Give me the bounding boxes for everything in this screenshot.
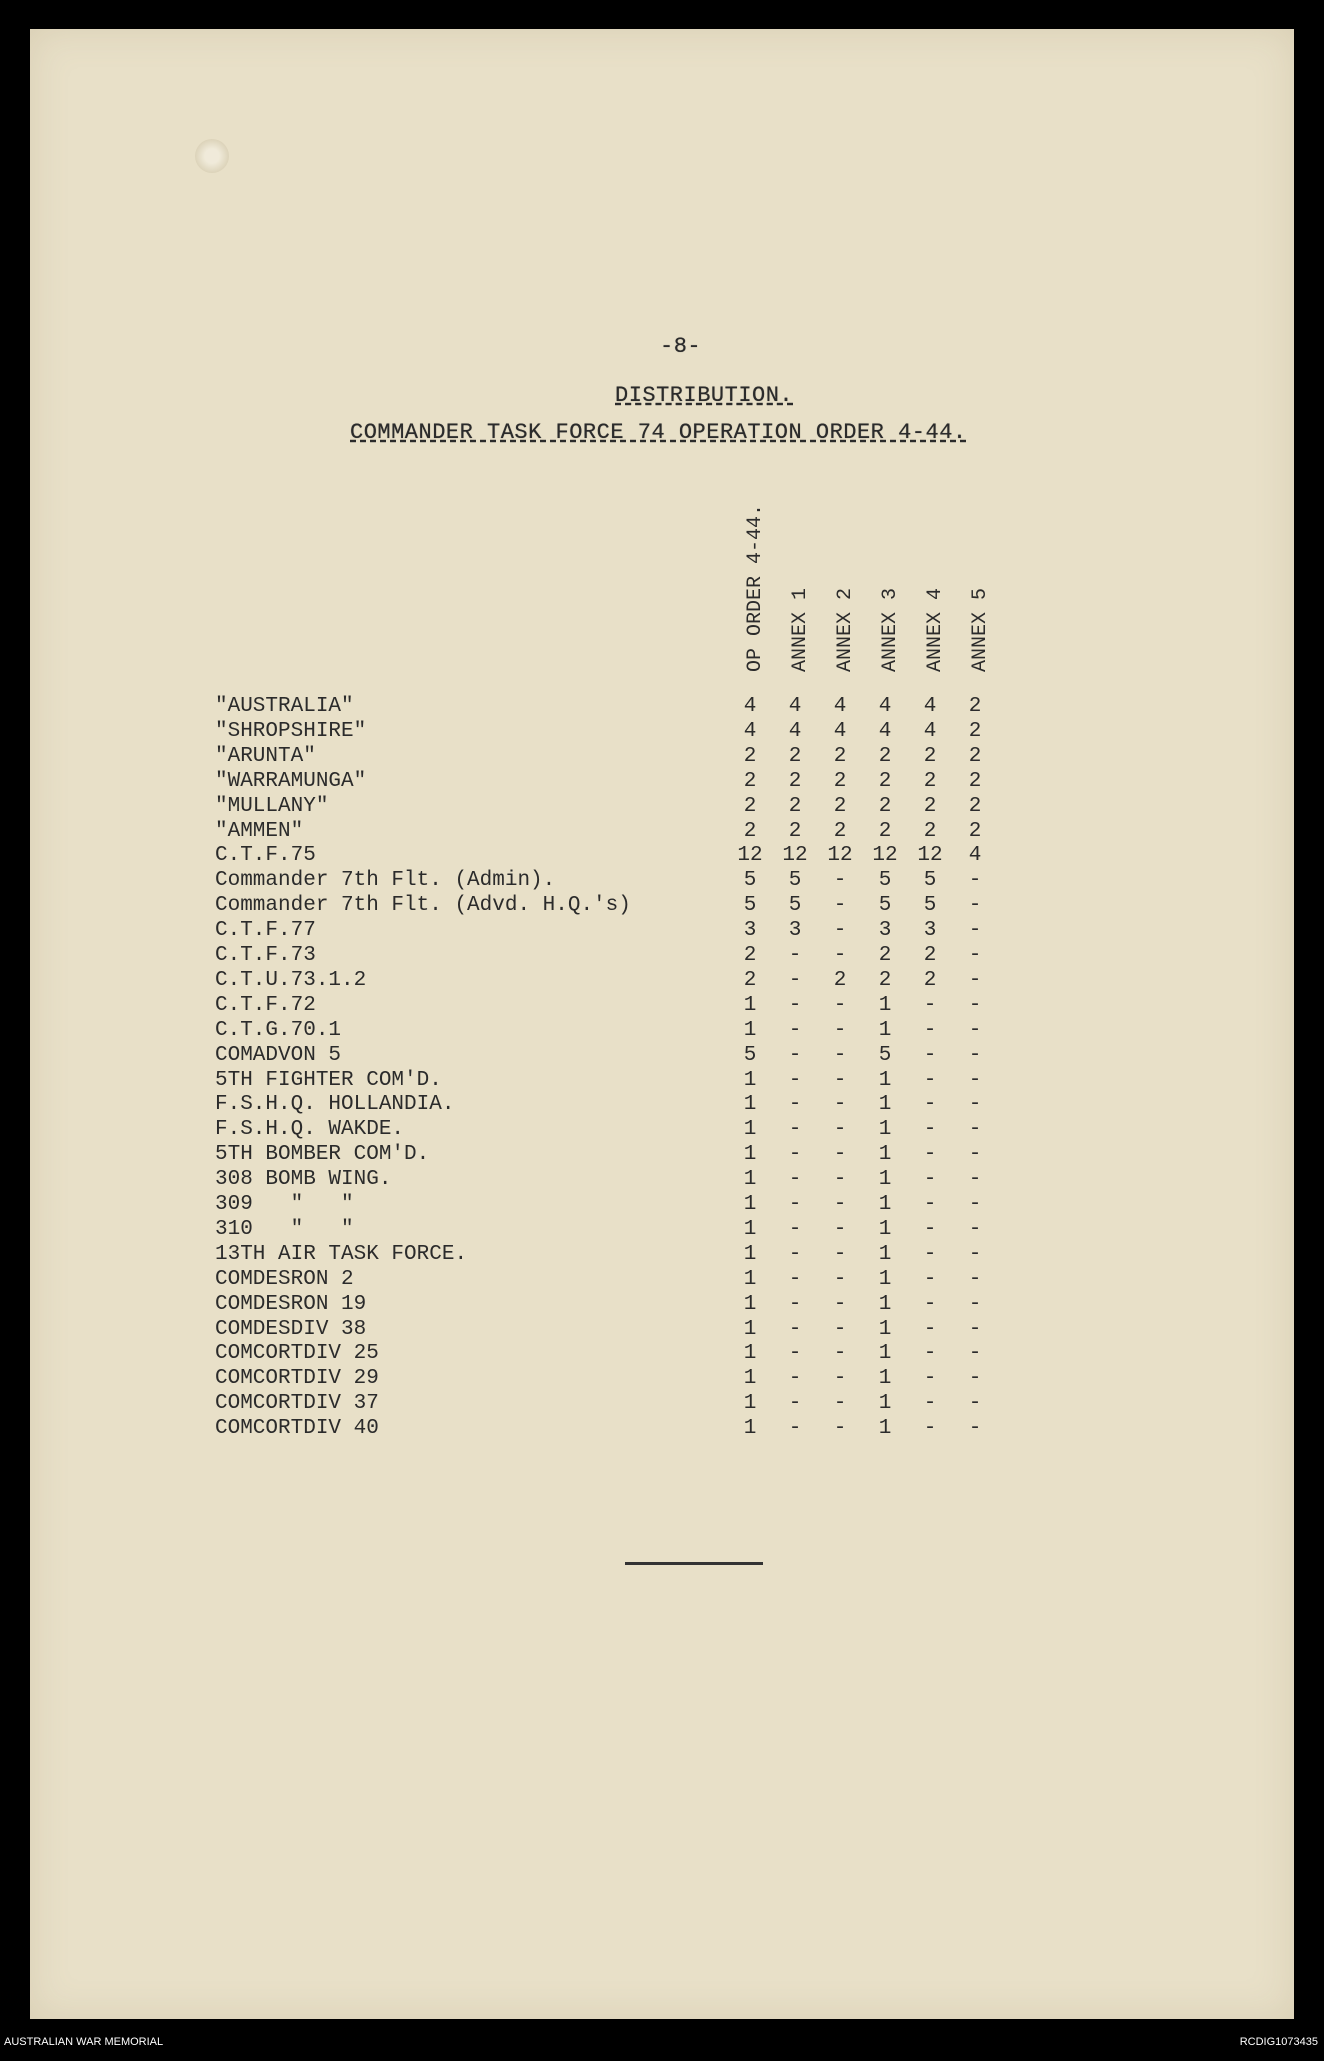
copy-count-cell: - <box>833 1093 847 1117</box>
recipient-name: 5TH BOMBER COM'D. <box>215 1143 430 1167</box>
copy-count-cell: 1 <box>743 993 757 1017</box>
copy-count-cell: - <box>923 1093 937 1117</box>
copy-count-cell: 2 <box>788 819 802 843</box>
copy-count-cell: 2 <box>743 794 757 818</box>
copy-count-cell: 4 <box>743 719 757 743</box>
copy-count-cell: - <box>968 1043 982 1067</box>
copy-count-cell: - <box>923 1217 937 1241</box>
copy-count-cell: - <box>788 1143 802 1167</box>
copy-count-cell: 1 <box>878 1292 892 1316</box>
copy-count-cell: 3 <box>743 919 757 943</box>
column-header-label: ANNEX 3 <box>879 587 902 672</box>
punch-hole <box>195 139 229 173</box>
copy-count-cell: - <box>833 1417 847 1441</box>
copy-count-cell: 2 <box>968 744 982 768</box>
copy-count-cell: - <box>833 1392 847 1416</box>
copy-count-cell: - <box>968 1143 982 1167</box>
recipient-name: C.T.F.75 <box>215 844 316 868</box>
copy-count-cell: - <box>833 1367 847 1391</box>
copy-count-cell: - <box>968 944 982 967</box>
copy-count-cell: - <box>968 894 982 918</box>
copy-count-cell: - <box>923 1317 937 1341</box>
copy-count-cell: 1 <box>878 1018 892 1042</box>
copy-count-cell: 12 <box>872 844 898 868</box>
copy-count-cell: - <box>788 968 802 992</box>
copy-count-cell: 2 <box>968 695 982 718</box>
recipient-name: "WARRAMUNGA" <box>215 769 367 793</box>
copy-count-cell: - <box>968 1242 982 1266</box>
copy-count-cell: 2 <box>878 794 892 818</box>
copy-count-cell: - <box>923 1367 937 1391</box>
recipient-name: "AUSTRALIA" <box>215 695 354 718</box>
recipient-name: C.T.F.77 <box>215 919 316 943</box>
recipient-name: 308 BOMB WING. <box>215 1168 392 1192</box>
copy-count-cell: - <box>833 1342 847 1366</box>
recipient-name: C.T.U.73.1.2 <box>215 968 367 992</box>
copy-count-cell: - <box>788 1068 802 1092</box>
recipient-name: Commander 7th Flt. (Advd. H.Q.'s) <box>215 894 631 918</box>
recipient-name: "AMMEN" <box>215 819 304 843</box>
copy-count-cell: - <box>788 1292 802 1316</box>
copy-count-cell: - <box>788 1342 802 1366</box>
copy-count-cell: 2 <box>833 968 847 992</box>
page-subtitle: COMMANDER TASK FORCE 74 OPERATION ORDER 4-44. <box>350 420 967 445</box>
recipient-name: C.T.F.73 <box>215 944 316 967</box>
end-rule <box>625 1562 763 1565</box>
copy-count-cell: - <box>788 1417 802 1441</box>
page-number: -8- <box>660 334 702 359</box>
recipient-name: C.T.G.70.1 <box>215 1018 342 1042</box>
column-header-label: ANNEX 1 <box>789 587 812 672</box>
copy-count-cell: - <box>923 1043 937 1067</box>
copy-count-cell: 1 <box>743 1143 757 1167</box>
column-header-label: ANNEX 4 <box>924 587 947 672</box>
copy-count-cell: 1 <box>878 1093 892 1117</box>
recipient-name: "SHROPSHIRE" <box>215 719 367 743</box>
copy-count-cell: - <box>833 1242 847 1266</box>
copy-count-cell: 2 <box>923 968 937 992</box>
recipient-name: F.S.H.Q. HOLLANDIA. <box>215 1093 455 1117</box>
copy-count-cell: 1 <box>878 1417 892 1441</box>
recipient-name: "MULLANY" <box>215 794 329 818</box>
copy-count-cell: 3 <box>788 919 802 943</box>
copy-count-cell: - <box>833 1193 847 1216</box>
copy-count-cell: - <box>923 1292 937 1316</box>
copy-count-cell: 2 <box>743 968 757 992</box>
copy-count-cell: - <box>923 1168 937 1192</box>
copy-count-cell: 5 <box>923 869 937 893</box>
copy-count-cell: 5 <box>878 869 892 893</box>
copy-count-cell: 1 <box>878 1317 892 1341</box>
copy-count-cell: 1 <box>743 1168 757 1192</box>
copy-count-cell: 5 <box>743 869 757 893</box>
copy-count-cell: - <box>833 944 847 967</box>
copy-count-cell: 2 <box>968 769 982 793</box>
copy-count-cell: 1 <box>743 1242 757 1266</box>
copy-count-cell: - <box>788 1317 802 1341</box>
copy-count-cell: - <box>968 968 982 992</box>
copy-count-cell: 1 <box>743 1317 757 1341</box>
recipient-name: F.S.H.Q. WAKDE. <box>215 1118 405 1142</box>
copy-count-cell: 2 <box>923 744 937 768</box>
copy-count-cell: - <box>788 1118 802 1142</box>
copy-count-cell: 5 <box>878 894 892 918</box>
copy-count-cell: 12 <box>737 844 763 868</box>
copy-count-cell: - <box>788 1018 802 1042</box>
copy-count-cell: 4 <box>833 719 847 743</box>
copy-count-cell: 2 <box>878 744 892 768</box>
copy-count-cell: 2 <box>878 944 892 967</box>
copy-count-cell: - <box>923 1143 937 1167</box>
copy-count-cell: - <box>788 1193 802 1216</box>
recipient-name: 310 " " <box>215 1217 354 1241</box>
copy-count-cell: 2 <box>968 719 982 743</box>
copy-count-cell: - <box>923 1342 937 1366</box>
column-header-label: OP ORDER 4-44. <box>744 503 767 672</box>
copy-count-cell: 4 <box>968 844 982 868</box>
copy-count-cell: 2 <box>788 794 802 818</box>
copy-count-cell: 1 <box>878 1068 892 1092</box>
copy-count-cell: 1 <box>743 1193 757 1216</box>
copy-count-cell: 4 <box>923 695 937 718</box>
recipient-name: 309 " " <box>215 1193 354 1216</box>
copy-count-cell: - <box>968 1417 982 1441</box>
copy-count-cell: - <box>833 1018 847 1042</box>
copy-count-cell: 4 <box>788 695 802 718</box>
recipient-name: COMCORTDIV 25 <box>215 1342 379 1366</box>
recipient-name: 5TH FIGHTER COM'D. <box>215 1068 442 1092</box>
copy-count-cell: 1 <box>743 1367 757 1391</box>
copy-count-cell: 2 <box>743 744 757 768</box>
copy-count-cell: - <box>833 919 847 943</box>
copy-count-cell: 2 <box>743 944 757 967</box>
recipient-name: C.T.F.72 <box>215 993 316 1017</box>
copy-count-cell: - <box>923 1193 937 1216</box>
copy-count-cell: - <box>833 1317 847 1341</box>
copy-count-cell: 5 <box>923 894 937 918</box>
copy-count-cell: - <box>833 1068 847 1092</box>
copy-count-cell: - <box>923 1068 937 1092</box>
copy-count-cell: - <box>968 1193 982 1216</box>
copy-count-cell: - <box>833 869 847 893</box>
copy-count-cell: 3 <box>923 919 937 943</box>
copy-count-cell: - <box>833 1168 847 1192</box>
copy-count-cell: - <box>968 1317 982 1341</box>
copy-count-cell: 2 <box>923 944 937 967</box>
recipient-name: "ARUNTA" <box>215 744 316 768</box>
recipient-name: COMCORTDIV 29 <box>215 1367 379 1391</box>
copy-count-cell: 1 <box>743 1217 757 1241</box>
copy-count-cell: - <box>968 1267 982 1291</box>
page-title: DISTRIBUTION. <box>615 383 794 408</box>
copy-count-cell: 5 <box>788 894 802 918</box>
copy-count-cell: - <box>968 869 982 893</box>
copy-count-cell: - <box>968 919 982 943</box>
copy-count-cell: 1 <box>878 1193 892 1216</box>
copy-count-cell: 1 <box>743 1292 757 1316</box>
copy-count-cell: - <box>968 1118 982 1142</box>
copy-count-cell: 12 <box>782 844 808 868</box>
copy-count-cell: 4 <box>878 695 892 718</box>
copy-count-cell: - <box>923 1267 937 1291</box>
copy-count-cell: - <box>968 1292 982 1316</box>
copy-count-cell: - <box>968 1342 982 1366</box>
copy-count-cell: - <box>968 1367 982 1391</box>
copy-count-cell: - <box>968 993 982 1017</box>
copy-count-cell: - <box>833 1043 847 1067</box>
copy-count-cell: 2 <box>968 819 982 843</box>
copy-count-cell: - <box>788 1242 802 1266</box>
copy-count-cell: - <box>833 1292 847 1316</box>
copy-count-cell: 1 <box>878 1367 892 1391</box>
copy-count-cell: 1 <box>743 1093 757 1117</box>
copy-count-cell: 1 <box>743 1267 757 1291</box>
copy-count-cell: - <box>833 1267 847 1291</box>
column-header-label: ANNEX 2 <box>834 587 857 672</box>
copy-count-cell: 5 <box>788 869 802 893</box>
copy-count-cell: - <box>788 944 802 967</box>
copy-count-cell: - <box>833 1143 847 1167</box>
copy-count-cell: 2 <box>923 794 937 818</box>
copy-count-cell: 2 <box>833 819 847 843</box>
copy-count-cell: - <box>788 1392 802 1416</box>
copy-count-cell: 1 <box>878 1217 892 1241</box>
copy-count-cell: - <box>788 1267 802 1291</box>
copy-count-cell: 1 <box>743 1417 757 1441</box>
recipient-name: 13TH AIR TASK FORCE. <box>215 1242 468 1266</box>
copy-count-cell: - <box>968 1018 982 1042</box>
copy-count-cell: 2 <box>833 794 847 818</box>
footer-credit: AUSTRALIAN WAR MEMORIAL <box>4 2036 164 2048</box>
copy-count-cell: 4 <box>923 719 937 743</box>
copy-count-cell: 2 <box>833 769 847 793</box>
copy-count-cell: 2 <box>743 769 757 793</box>
recipient-name: Commander 7th Flt. (Admin). <box>215 869 556 893</box>
copy-count-cell: - <box>833 993 847 1017</box>
copy-count-cell: 5 <box>743 1043 757 1067</box>
copy-count-cell: 1 <box>878 1342 892 1366</box>
copy-count-cell: 1 <box>878 1118 892 1142</box>
copy-count-cell: 1 <box>743 1342 757 1366</box>
copy-count-cell: 1 <box>743 1392 757 1416</box>
copy-count-cell: - <box>923 1118 937 1142</box>
copy-count-cell: 2 <box>788 769 802 793</box>
copy-count-cell: 1 <box>743 1018 757 1042</box>
recipient-name: COMCORTDIV 37 <box>215 1392 379 1416</box>
copy-count-cell: - <box>968 1068 982 1092</box>
copy-count-cell: 2 <box>968 794 982 818</box>
copy-count-cell: - <box>788 1367 802 1391</box>
copy-count-cell: - <box>788 1217 802 1241</box>
copy-count-cell: 4 <box>788 719 802 743</box>
copy-count-cell: - <box>788 1093 802 1117</box>
recipient-name: COMDESRON 2 <box>215 1267 354 1291</box>
copy-count-cell: 2 <box>743 819 757 843</box>
copy-count-cell: 2 <box>878 968 892 992</box>
copy-count-cell: 4 <box>743 695 757 718</box>
copy-count-cell: 5 <box>878 1043 892 1067</box>
copy-count-cell: 5 <box>743 894 757 918</box>
copy-count-cell: 1 <box>878 993 892 1017</box>
copy-count-cell: 12 <box>917 844 943 868</box>
copy-count-cell: - <box>923 1392 937 1416</box>
recipient-name: COMADVON 5 <box>215 1043 342 1067</box>
copy-count-cell: - <box>833 894 847 918</box>
copy-count-cell: 1 <box>878 1392 892 1416</box>
copy-count-cell: - <box>788 993 802 1017</box>
copy-count-cell: 3 <box>878 919 892 943</box>
copy-count-cell: - <box>968 1093 982 1117</box>
copy-count-cell: 1 <box>743 1118 757 1142</box>
copy-count-cell: 1 <box>743 1068 757 1092</box>
copy-count-cell: 2 <box>923 769 937 793</box>
copy-count-cell: 1 <box>878 1267 892 1291</box>
copy-count-cell: 1 <box>878 1168 892 1192</box>
copy-count-cell: 4 <box>878 719 892 743</box>
copy-count-cell: 1 <box>878 1143 892 1167</box>
copy-count-cell: - <box>833 1217 847 1241</box>
column-header-label: ANNEX 5 <box>969 587 992 672</box>
copy-count-cell: 2 <box>833 744 847 768</box>
copy-count-cell: - <box>788 1043 802 1067</box>
copy-count-cell: 2 <box>788 744 802 768</box>
copy-count-cell: - <box>923 1417 937 1441</box>
copy-count-cell: 12 <box>827 844 853 868</box>
recipient-name: COMCORTDIV 40 <box>215 1417 379 1441</box>
recipient-name: COMDESRON 19 <box>215 1292 367 1316</box>
copy-count-cell: - <box>923 1018 937 1042</box>
copy-count-cell: - <box>923 1242 937 1266</box>
copy-count-cell: - <box>788 1168 802 1192</box>
footer-id: RCDIG1073435 <box>1239 2036 1318 2048</box>
copy-count-cell: 4 <box>833 695 847 718</box>
copy-count-cell: 2 <box>878 819 892 843</box>
recipient-name: COMDESDIV 38 <box>215 1317 367 1341</box>
copy-count-cell: - <box>968 1168 982 1192</box>
copy-count-cell: - <box>968 1392 982 1416</box>
copy-count-cell: 1 <box>878 1242 892 1266</box>
copy-count-cell: - <box>968 1217 982 1241</box>
copy-count-cell: - <box>833 1118 847 1142</box>
copy-count-cell: - <box>923 993 937 1017</box>
copy-count-cell: 2 <box>878 769 892 793</box>
copy-count-cell: 2 <box>923 819 937 843</box>
